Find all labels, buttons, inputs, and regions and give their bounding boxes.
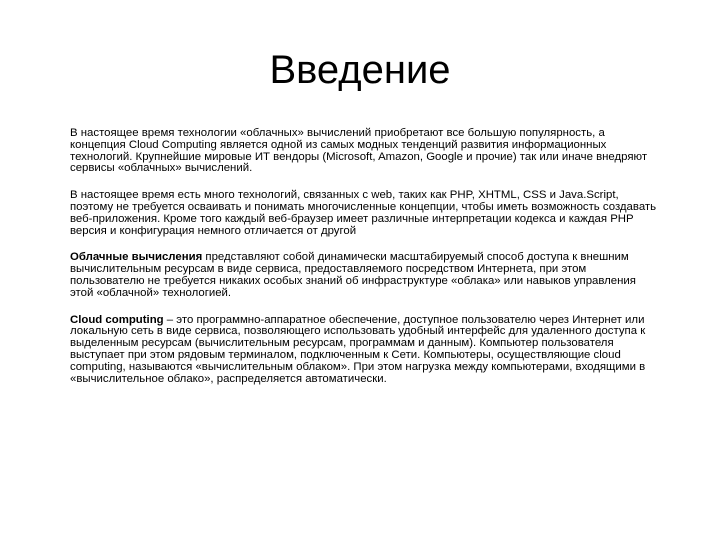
- paragraph-web-technologies: [70, 190, 662, 237]
- term-cloud-computing-ru: Облачные вычисления: [70, 251, 203, 264]
- paragraph-cloud-computing-definition-text: представляют собой динамически масштабируемый способ доступа к внешним вычислительным ресурсам в виде сервиса, предоставляемого посредством Интернета, при этом пользователю не требуется никаких особых знаний об инфраструктуре «облака» или навыков управления этой «облачной» технологией.: [70, 251, 636, 299]
- slide-body: [70, 128, 662, 400]
- paragraph-web-technologies-text: В настоящее время есть много технологий, связанных с web, таких как PHP, XHTML, CSS и Java.Script, поэтому не требуется осваивать и понимать многочисленные концепции, чтобы иметь возможность создавать веб-приложения. Кроме того каждый веб-браузер имеет различные интерпретации кодекса и каждая PHP версия и конфигурация немного отличается от другой: [70, 189, 657, 237]
- slide-title: Введение: [269, 48, 451, 92]
- paragraph-cloud-computing-en-text: – это программно-аппаратное обеспечение, доступное пользователю через Интернет или локальную сеть в виде сервиса, позволяющего использовать удобный интерфейс для удаленного доступа к выделенным ресурсам (вычислительным ресурсам, программам и данным). Компьютер пользователя выступает при этом рядовым терминалом, подключенным к Сети. Компьютеры, осуществляющие cloud computing, называются «вычислительным облаком». При этом нагрузка между компьютерами, входящими в «вычислительное облако», распределяется автоматически.: [70, 313, 646, 385]
- paragraph-cloud-computing-definition: [70, 252, 662, 299]
- paragraph-intro: [70, 128, 662, 175]
- paragraph-cloud-computing-en: [70, 315, 662, 386]
- paragraph-intro-text: В настоящее время технологии «облачных» вычислений приобретают все большую популярность, а концепция Cloud Computing является одной из самых модных тенденций развития информационных технологий. Крупнейшие мировые ИТ вендоры (Microsoft, Amazon, Google и прочие) так или иначе внедряют сервисы «облачных» вычислений.: [70, 127, 648, 175]
- term-cloud-computing-en: Cloud computing: [70, 313, 164, 326]
